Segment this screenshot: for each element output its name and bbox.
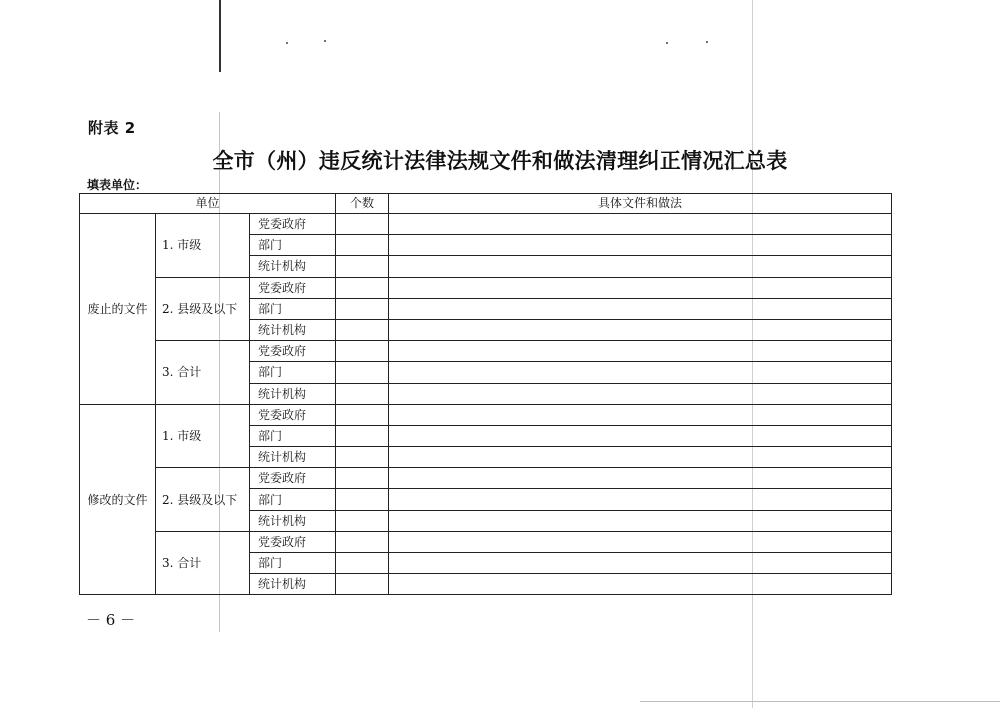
org-cell: 统计机构	[250, 510, 336, 531]
page-title: 全市（州）违反统计法律法规文件和做法清理纠正情况汇总表	[212, 148, 788, 173]
level-cell: 1. 市级	[156, 214, 250, 278]
table-row	[80, 277, 892, 298]
org-cell: 部门	[250, 362, 336, 383]
scan-artifact-line	[640, 701, 1000, 702]
count-cell[interactable]	[336, 383, 389, 404]
org-cell: 部门	[250, 489, 336, 510]
details-cell[interactable]	[389, 425, 892, 446]
details-cell[interactable]	[389, 256, 892, 277]
org-cell: 党委政府	[250, 214, 336, 235]
summary-table	[79, 193, 892, 595]
details-cell[interactable]	[389, 341, 892, 362]
details-cell[interactable]	[389, 468, 892, 489]
org-cell: 党委政府	[250, 468, 336, 489]
table-row	[80, 531, 892, 552]
details-cell[interactable]	[389, 531, 892, 552]
count-cell[interactable]	[336, 447, 389, 468]
table-row	[80, 341, 892, 362]
category-cell: 修改的文件	[80, 404, 156, 595]
details-cell[interactable]	[389, 574, 892, 595]
scan-artifact-line	[219, 0, 221, 72]
count-cell[interactable]	[336, 404, 389, 425]
org-cell: 部门	[250, 235, 336, 256]
org-cell: 部门	[250, 553, 336, 574]
details-cell[interactable]	[389, 298, 892, 319]
count-cell[interactable]	[336, 298, 389, 319]
details-cell[interactable]	[389, 553, 892, 574]
table-row	[80, 214, 892, 235]
org-cell: 统计机构	[250, 256, 336, 277]
count-cell[interactable]	[336, 319, 389, 340]
count-cell[interactable]	[336, 468, 389, 489]
count-cell[interactable]	[336, 256, 389, 277]
table-header-row	[80, 194, 892, 214]
table-row	[80, 468, 892, 489]
details-cell[interactable]	[389, 404, 892, 425]
scan-artifact-dot	[286, 42, 288, 44]
count-cell[interactable]	[336, 574, 389, 595]
org-cell: 统计机构	[250, 447, 336, 468]
scan-artifact-dot	[706, 41, 708, 43]
org-cell: 统计机构	[250, 574, 336, 595]
details-cell[interactable]	[389, 235, 892, 256]
level-cell: 1. 市级	[156, 404, 250, 468]
org-cell: 部门	[250, 298, 336, 319]
table-body	[80, 214, 892, 595]
count-header: 个数	[336, 194, 389, 214]
org-cell: 党委政府	[250, 531, 336, 552]
count-cell[interactable]	[336, 510, 389, 531]
details-cell[interactable]	[389, 447, 892, 468]
org-cell: 部门	[250, 425, 336, 446]
details-cell[interactable]	[389, 510, 892, 531]
details-cell[interactable]	[389, 489, 892, 510]
filler-unit-label: 填表单位：	[87, 178, 148, 192]
org-cell: 党委政府	[250, 277, 336, 298]
count-cell[interactable]	[336, 235, 389, 256]
org-cell: 党委政府	[250, 341, 336, 362]
count-cell[interactable]	[336, 553, 389, 574]
scan-artifact-dot	[666, 42, 668, 44]
details-header: 具体文件和做法	[389, 194, 892, 214]
details-cell[interactable]	[389, 383, 892, 404]
category-cell: 废止的文件	[80, 214, 156, 405]
level-cell: 2. 县级及以下	[156, 277, 250, 341]
details-cell[interactable]	[389, 214, 892, 235]
details-cell[interactable]	[389, 319, 892, 340]
details-cell[interactable]	[389, 277, 892, 298]
level-cell: 3. 合计	[156, 341, 250, 405]
page-number: － 6 －	[86, 611, 136, 629]
count-cell[interactable]	[336, 531, 389, 552]
attachment-label: 附表 2	[88, 119, 136, 137]
count-cell[interactable]	[336, 425, 389, 446]
org-cell: 党委政府	[250, 404, 336, 425]
scan-artifact-dot	[324, 40, 326, 42]
count-cell[interactable]	[336, 362, 389, 383]
count-cell[interactable]	[336, 214, 389, 235]
unit-header: 单位	[80, 194, 336, 214]
org-cell: 统计机构	[250, 319, 336, 340]
level-cell: 2. 县级及以下	[156, 468, 250, 532]
org-cell: 统计机构	[250, 383, 336, 404]
count-cell[interactable]	[336, 277, 389, 298]
details-cell[interactable]	[389, 362, 892, 383]
count-cell[interactable]	[336, 489, 389, 510]
count-cell[interactable]	[336, 341, 389, 362]
table-row	[80, 404, 892, 425]
level-cell: 3. 合计	[156, 531, 250, 595]
